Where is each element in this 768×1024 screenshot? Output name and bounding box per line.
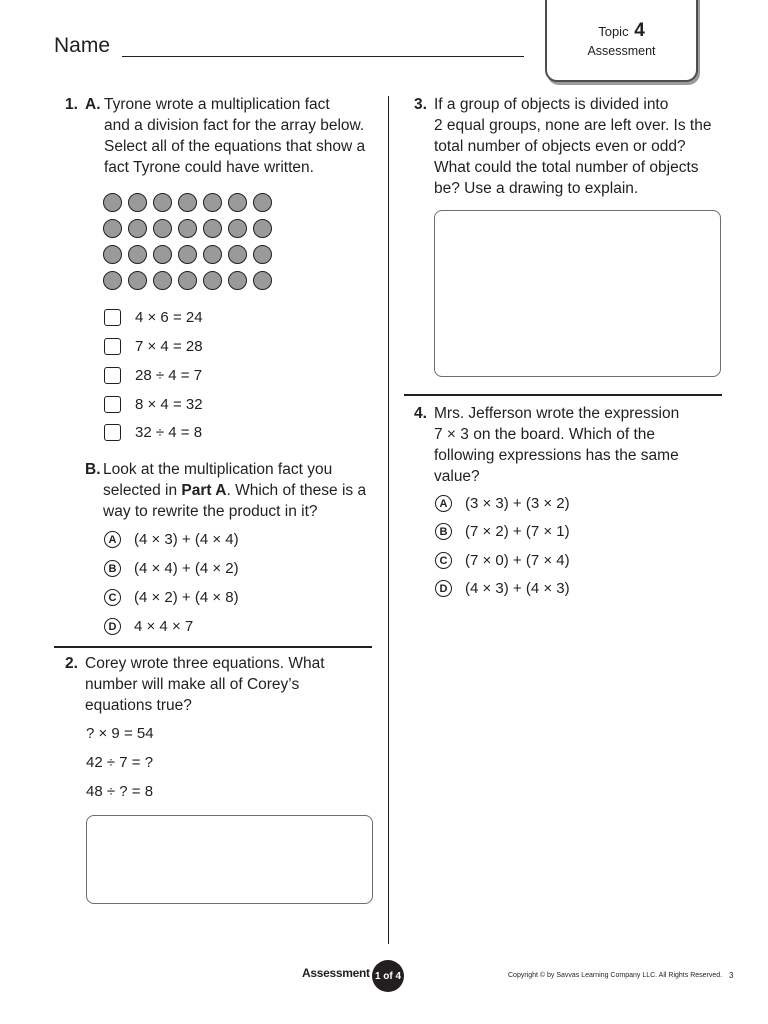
counter-dot [178, 245, 197, 264]
counter-dot [228, 271, 247, 290]
part-a-prompt [104, 94, 384, 178]
option-d[interactable] [435, 580, 570, 597]
counter-dot [153, 193, 172, 212]
question-3-line: What could the total number of objects [434, 159, 699, 176]
option-text: (3 × 3) + (3 × 2) [465, 495, 570, 512]
option-text: (7 × 0) + (7 × 4) [465, 552, 570, 569]
name-label: Name [54, 34, 111, 57]
counter-dot [103, 193, 122, 212]
copyright: Copyright © by Savvas Learning Company LLC. All Rights Reserved. [508, 972, 723, 979]
counter-dot [228, 219, 247, 238]
choice-label: 28 ÷ 4 = 7 [135, 367, 203, 384]
counter-dot [103, 271, 122, 290]
counter-dot [103, 219, 122, 238]
choice-row[interactable] [104, 396, 203, 413]
part-b-line: Look at the multiplication fact you [103, 461, 333, 478]
counter-dot [128, 193, 147, 212]
counter-dot [128, 245, 147, 264]
counter-dot [178, 271, 197, 290]
choice-row[interactable] [104, 424, 202, 441]
choice-label: 8 × 4 = 32 [135, 396, 203, 413]
bubble-a[interactable]: A [435, 495, 452, 512]
checkbox[interactable] [104, 367, 121, 384]
question-4-line: Mrs. Jefferson wrote the expression [434, 405, 680, 422]
choice-label: 4 × 6 = 24 [135, 309, 203, 326]
question-3-line: If a group of objects is divided into [434, 96, 669, 113]
counter-dot [253, 219, 272, 238]
part-b-line: way to rewrite the product in it? [103, 503, 318, 520]
column-divider [388, 96, 389, 944]
divider-q1-q2 [54, 646, 372, 648]
question-3-line: total number of objects even or odd? [434, 138, 686, 155]
option-a[interactable] [104, 531, 239, 548]
counter-dot [253, 271, 272, 290]
option-text: (4 × 4) + (4 × 2) [134, 560, 239, 577]
counter-dot [128, 271, 147, 290]
topic-tab [545, 0, 698, 82]
question-4-line: 7 × 3 on the board. Which of the [434, 426, 656, 443]
topic-label: Topic [598, 24, 629, 39]
counter-dot [203, 193, 222, 212]
part-a-line: Select all of the equations that show a [104, 138, 366, 155]
answer-box-q3[interactable] [434, 210, 721, 377]
equation: 42 ÷ 7 = ? [86, 754, 154, 771]
option-b[interactable] [104, 560, 239, 577]
counter-dot [103, 245, 122, 264]
option-text: (4 × 2) + (4 × 8) [134, 589, 239, 606]
option-c[interactable] [435, 552, 570, 569]
question-4-line: value? [434, 468, 480, 485]
counter-dot [178, 193, 197, 212]
bubble-d[interactable]: D [104, 618, 121, 635]
assessment-label: Assessment [587, 44, 656, 58]
part-a-reference: Part A [181, 482, 227, 499]
question-4-prompt [434, 403, 734, 487]
question-2-prompt [85, 653, 375, 716]
name-line[interactable] [122, 56, 524, 57]
page-number: 3 [729, 971, 734, 980]
answer-box-q2[interactable] [86, 815, 373, 904]
option-d[interactable] [104, 618, 193, 635]
equation: ? × 9 = 54 [86, 725, 154, 742]
part-a-line: Tyrone wrote a multiplication fact [104, 96, 330, 113]
choice-label: 7 × 4 = 28 [135, 338, 203, 355]
question-1-number: 1. [65, 96, 78, 113]
counter-dot [253, 193, 272, 212]
question-4-number: 4. [414, 405, 427, 422]
option-a[interactable] [435, 495, 570, 512]
counter-dot [228, 245, 247, 264]
equation: 48 ÷ ? = 8 [86, 783, 154, 800]
option-text: (7 × 2) + (7 × 1) [465, 523, 570, 540]
question-3-line: 2 equal groups, none are left over. Is the [434, 117, 712, 134]
counter-dot [228, 193, 247, 212]
part-b-line: selected in Part A. Which of these is a [103, 482, 367, 499]
counter-dot [203, 245, 222, 264]
choice-row[interactable] [104, 309, 203, 326]
divider-q3-q4 [404, 394, 722, 396]
option-text: (4 × 3) + (4 × 3) [465, 580, 570, 597]
choice-row[interactable] [104, 367, 202, 384]
choice-row[interactable] [104, 338, 203, 355]
footer-label: Assessment [302, 966, 370, 980]
question-3-number: 3. [414, 96, 427, 113]
checkbox[interactable] [104, 338, 121, 355]
question-2-line: number will make all of Corey’s [85, 676, 300, 693]
counter-dot [153, 219, 172, 238]
option-b[interactable] [435, 523, 570, 540]
checkbox[interactable] [104, 396, 121, 413]
part-a-line: fact Tyrone could have written. [104, 159, 314, 176]
counter-dot [153, 245, 172, 264]
counter-dot [203, 271, 222, 290]
part-a-line: and a division fact for the array below. [104, 117, 365, 134]
part-a-label: A. [85, 96, 101, 113]
counter-dot [128, 219, 147, 238]
bubble-a[interactable]: A [104, 531, 121, 548]
part-b-label: B. [85, 461, 101, 478]
counter-dot [203, 219, 222, 238]
question-2-number: 2. [65, 655, 78, 672]
bubble-b[interactable]: B [104, 560, 121, 577]
choice-label: 32 ÷ 4 = 8 [135, 424, 203, 441]
bubble-b[interactable]: B [435, 523, 452, 540]
question-3-prompt [434, 94, 734, 199]
question-4-line: following expressions has the same [434, 447, 679, 464]
topic-line [547, 20, 696, 42]
option-c[interactable] [104, 589, 239, 606]
counter-array [103, 193, 272, 290]
bubble-c[interactable]: C [104, 589, 121, 606]
bubble-c[interactable]: C [435, 552, 452, 569]
page-badge: 1 of 4 [372, 960, 404, 992]
option-text: 4 × 4 × 7 [134, 618, 194, 635]
question-2-line: Corey wrote three equations. What [85, 655, 325, 672]
checkbox[interactable] [104, 309, 121, 326]
option-text: (4 × 3) + (4 × 4) [134, 531, 239, 548]
part-b-prompt [103, 459, 383, 522]
bubble-d[interactable]: D [435, 580, 452, 597]
checkbox[interactable] [104, 424, 121, 441]
question-2-line: equations true? [85, 697, 192, 714]
counter-dot [253, 245, 272, 264]
question-3-line: be? Use a drawing to explain. [434, 180, 639, 197]
counter-dot [153, 271, 172, 290]
topic-number: 4 [634, 20, 645, 41]
counter-dot [178, 219, 197, 238]
